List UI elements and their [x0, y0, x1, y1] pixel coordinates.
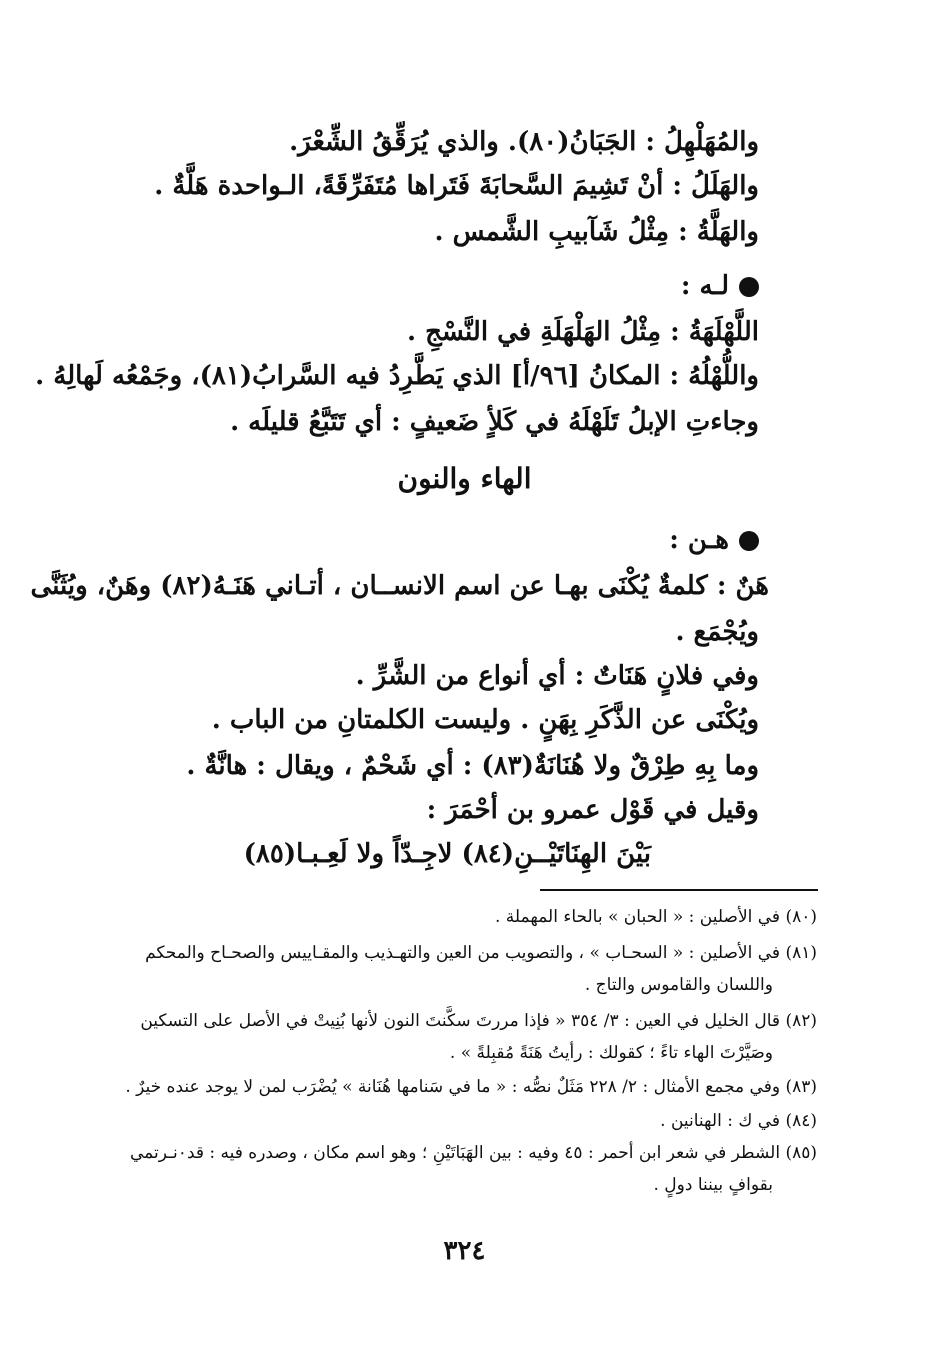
text-line: وفي فلانٍ هَنَاتٌ : أي أنواع من الشَّرِّ .	[355, 661, 759, 691]
footnote-continuation: بقوافٍ بيننا دولٍ .	[653, 1175, 773, 1195]
verse-line: بَيْنَ الهِنَاتَيْــنِ(٨٤) لاجِـدّاً ولا لَعِـبـا(٨٥)	[243, 839, 651, 869]
footnote: (٨٠) في الأصلين : « الحبان » بالحاء المهملة .	[495, 907, 817, 927]
text-line: وما بِهِ طِرْقٌ ولا هُنَانَةٌ(٨٣) : أي شَحْمٌ ، ويقال : هانَّةٌ .	[186, 751, 759, 781]
footnote: (٨٢) قال الخليل في العين : ٣/ ٣٥٤ « فإذا مررتَ سكَّنتَ النون لأنها بُنِيتْ في الأصل على التسكين	[140, 1011, 817, 1031]
footnote-continuation: وصَيَّرْتَ الهاء تاءً ؛ كقولك : رأيتُ هَنَةً مُقبِلةً » .	[449, 1043, 773, 1063]
bullet-icon	[739, 277, 759, 297]
section-title: الهاء والنون	[397, 462, 532, 495]
footnote: (٨٣) وفي مجمع الأمثال : ٢/ ٢٢٨ مَثَلٌ نصُّه : « ما في سَنامها هُنَانة » يُضْرَب لمن لا يوجد عنده خيرٌ .	[125, 1077, 817, 1097]
text-line: والهَلَّةُ : مِثْلُ شَآبيبِ الشَّمس .	[434, 217, 759, 247]
footnote-continuation: واللسان والقاموس والتاج .	[584, 975, 773, 995]
text-line: ويُكْنَى عن الذَّكَرِ بِهَنٍ . وليست الكلمتانِ من الباب .	[211, 705, 759, 735]
entry-label: لـه :	[680, 271, 729, 301]
text-line: والهَلَلُ : أنْ تَشِيمَ السَّحابَةَ فَتَراها مُتَفَرِّقَةً، الـواحدة هَلَّةٌ .	[154, 171, 759, 201]
entry-header	[669, 520, 759, 560]
footnote-divider	[540, 889, 818, 891]
footnote: (٨٥) الشطر في شعر ابن أحمر : ٤٥ وفيه : بين الهَبَاتَيْنِ ؛ وهو اسم مكان ، وصدره فيه : قد٠نـرتمي	[129, 1143, 817, 1163]
footnote: (٨٤) في ك : الهنانين .	[660, 1111, 817, 1131]
entry-label: هـن :	[669, 525, 729, 555]
entry-header	[681, 266, 759, 306]
footnote: (٨١) في الأصلين : « السحـاب » ، والتصويب من العين والتهـذيب والمقـاييس والصحـاح والمحكم	[145, 943, 817, 963]
text-line: واللُّهْلُهُ : المكانُ [٩٦/أ] الذي يَطَّرِدُ فيه السَّرابُ(٨١)، وجَمْعُه لَهالِهُ .	[35, 361, 759, 391]
text-line: ويُجْمَع .	[675, 617, 759, 647]
page-number: ٣٢٤	[443, 1236, 486, 1266]
bullet-icon	[739, 531, 759, 551]
text-line: اللَّهْلَهَةُ : مِثْلُ الهَلْهَلَةِ في النَّسْجِ .	[406, 317, 759, 347]
text-line: وجاءتِ الإبلُ تَلَهْلَهُ في كَلأٍ ضَعيفٍ : أي تَتَبَّعُ قليلَه .	[230, 407, 759, 437]
text-line: والمُهَلْهِلُ : الجَبَانُ(٨٠). والذي يُرَقِّقُ الشِّعْرَ.	[289, 127, 759, 157]
text-line: هَنٌ : كلمةٌ يُكْنَى بهـا عن اسم الانســان ، أتـاني هَنَـهُ(٨٢) وهَنٌ، ويُثَنَّى	[30, 571, 769, 601]
text-line: وقيل في قَوْل عمرو بن أحْمَرَ :	[426, 795, 759, 825]
